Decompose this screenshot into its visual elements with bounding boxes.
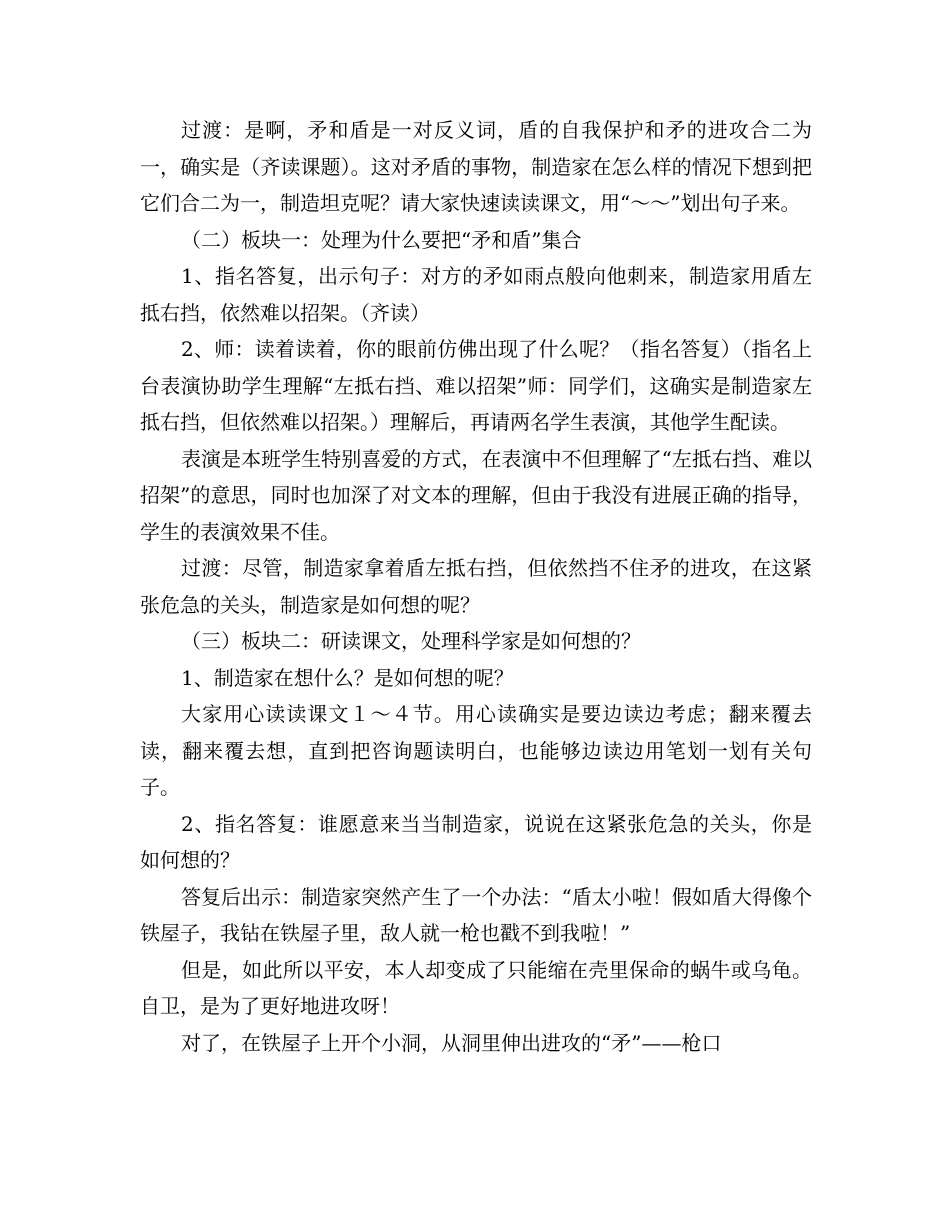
paragraph-item-2: 2、师：读着读着，你的眼前仿佛出现了什么呢？（指名答复）（指名上台表演协助学生理解“左抵右挡、难以招架”师：同学们，这确实是制造家左抵右挡，但依然难以招架。）理解后，再请两名学生表演，其他学生配读。: [140, 337, 812, 434]
paragraph-item-1: 1、指名答复，出示句子：对方的矛如雨点般向他刺来，制造家用盾左抵右挡，依然难以招架。（齐读）: [140, 264, 812, 325]
paragraph-transition-2: 过渡：尽管，制造家拿着盾左抵右挡，但依然挡不住矛的进攻，在这紧张危急的关头，制造家是如何想的呢？: [140, 556, 812, 617]
paragraph-quote: 答复后出示：制造家突然产生了一个办法：“盾太小啦！假如盾大得像个铁屋子，我钻在铁屋子里，敌人就一枪也戳不到我啦！”: [140, 884, 812, 945]
section-heading-2: （二）板块一：处理为什么要把“矛和盾”集合: [181, 227, 582, 252]
paragraph-question-2: 2、指名答复：谁愿意来当当制造家，说说在这紧张危急的关头，你是如何想的？: [140, 811, 812, 872]
paragraph-final: 对了，在铁屋子上开个小洞，从洞里伸出进攻的“矛”——枪口: [181, 1030, 722, 1055]
paragraph-question-1: 1、制造家在想什么？是如何想的呢？: [181, 665, 514, 690]
paragraph-reflection: 表演是本班学生特别喜爱的方式，在表演中不但理解了“左抵右挡、难以招架”的意思，同时也加深了对文本的理解，但由于我没有进展正确的指导，学生的表演效果不佳。: [140, 446, 812, 544]
paragraph-but: 但是，如此所以平安，本人却变成了只能缩在壳里保命的蜗牛或乌龟。自卫，是为了更好地进攻呀！: [140, 957, 812, 1018]
paragraph-transition-1: 过渡：是啊，矛和盾是一对反义词，盾的自我保护和矛的进攻合二为一，确实是（齐读课题）。这对矛盾的事物，制造家在怎么样的情况下想到把它们合二为一，制造坦克呢？请大家快速读读课文，用“～～”划出句子来。: [140, 118, 812, 215]
paragraph-reading-instruction: 大家用心读读课文１～４节。用心读确实是要边读边考虑；翻来覆去读，翻来覆去想，直到把咨询题读明白，也能够边读边用笔划一划有关句子。: [140, 702, 812, 799]
document-body: [140, 112, 812, 1061]
section-heading-3: （三）板块二：研读课文，处理科学家是如何想的？: [181, 629, 641, 653]
